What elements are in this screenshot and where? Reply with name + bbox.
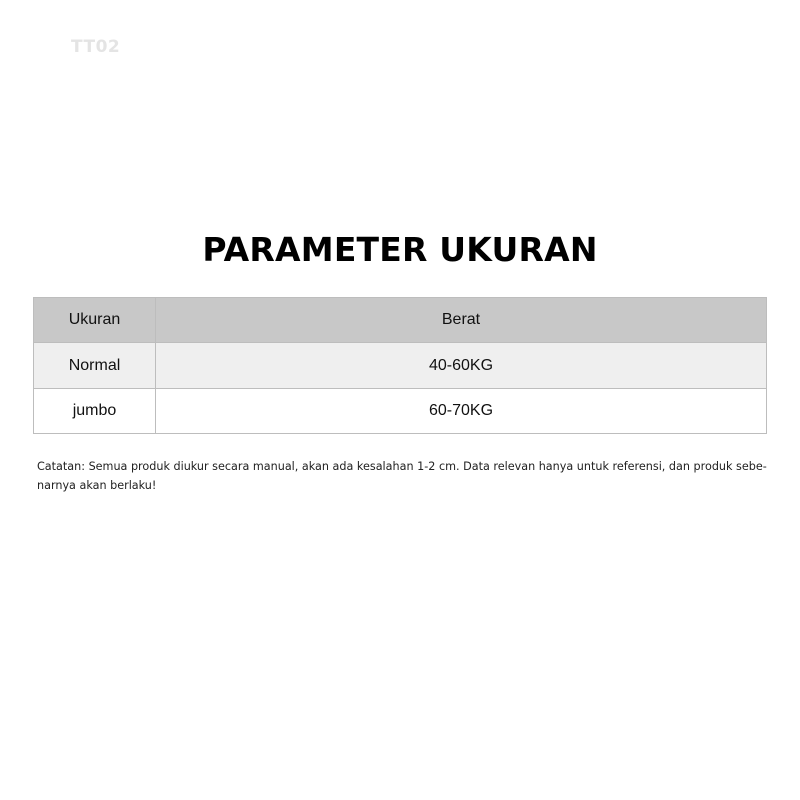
watermark-text: TT02 xyxy=(71,37,121,57)
cell-weight: 60-70KG xyxy=(156,389,767,434)
page-title: PARAMETER UKURAN xyxy=(202,230,598,269)
size-parameter-table xyxy=(33,297,767,434)
header-weight: Berat xyxy=(156,298,767,343)
cell-weight: 40-60KG xyxy=(156,343,767,389)
header-size: Ukuran xyxy=(34,298,156,343)
cell-size: Normal xyxy=(34,343,156,389)
cell-size: jumbo xyxy=(34,389,156,434)
table-header-row xyxy=(34,298,767,343)
table-row xyxy=(34,389,767,434)
disclaimer-note: Catatan: Semua produk diukur secara manual, akan ada kesalahan 1-2 cm. Data relevan hanya untuk referensi, dan produk sebe-narnya akan berlaku! xyxy=(37,460,767,492)
table-row xyxy=(34,343,767,389)
